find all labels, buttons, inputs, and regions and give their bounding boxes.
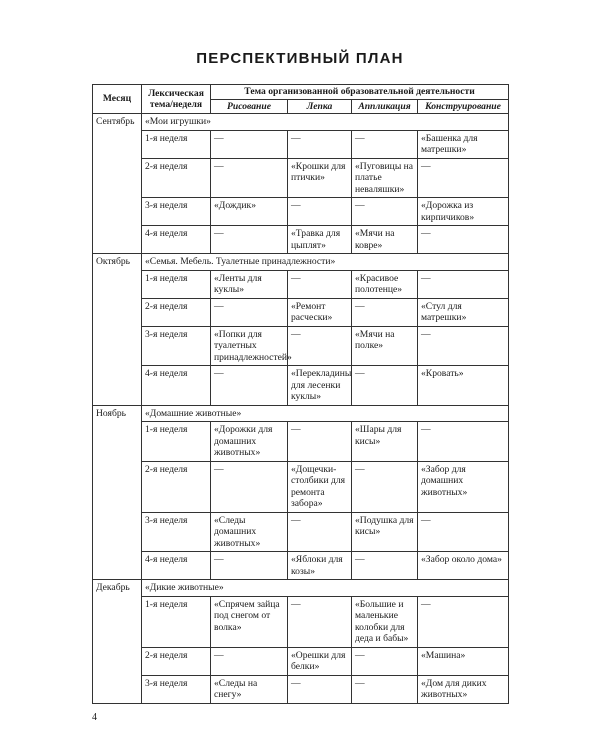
modeling-cell: — — [288, 512, 352, 552]
month-theme-row — [93, 580, 509, 597]
applique-cell: «Мячи на ковре» — [352, 226, 418, 254]
modeling-cell: «Травка для цыплят» — [288, 226, 352, 254]
drawing-cell: — — [211, 226, 288, 254]
table-row — [93, 158, 509, 198]
applique-cell: — — [352, 552, 418, 580]
week-cell: 2-я неделя — [142, 298, 211, 326]
construction-cell: «Стул для матрешки» — [418, 298, 509, 326]
applique-cell: «Большие и маленькие колобки для деда и бабы» — [352, 596, 418, 647]
month-cell: Декабрь — [93, 580, 142, 704]
week-cell: 2-я неделя — [142, 158, 211, 198]
modeling-cell: «Дощечки-столбики для ремонта забора» — [288, 461, 352, 512]
plan-table-body — [93, 114, 509, 704]
week-cell: 4-я неделя — [142, 366, 211, 406]
week-cell: 1-я неделя — [142, 422, 211, 462]
applique-cell: — — [352, 298, 418, 326]
construction-cell: «Забор для домашних животных» — [418, 461, 509, 512]
modeling-cell: — — [288, 198, 352, 226]
table-row — [93, 198, 509, 226]
applique-cell: — — [352, 647, 418, 675]
applique-cell: — — [352, 366, 418, 406]
header-construction: Конструирование — [418, 99, 509, 114]
table-row — [93, 326, 509, 366]
modeling-cell: — — [288, 596, 352, 647]
week-cell: 1-я неделя — [142, 270, 211, 298]
week-cell: 1-я неделя — [142, 130, 211, 158]
header-lexical-theme: Лексическая тема/неделя — [142, 85, 211, 114]
modeling-cell: — — [288, 326, 352, 366]
table-row — [93, 675, 509, 703]
construction-cell: — — [418, 158, 509, 198]
drawing-cell: — — [211, 461, 288, 512]
modeling-cell: «Яблоки для козы» — [288, 552, 352, 580]
month-theme-row — [93, 114, 509, 131]
construction-cell: «Дорожка из кирпичиков» — [418, 198, 509, 226]
month-theme-row — [93, 405, 509, 422]
header-month: Месяц — [93, 85, 142, 114]
perspective-plan-table — [92, 84, 509, 704]
lexical-theme-cell: «Дикие животные» — [142, 580, 509, 597]
modeling-cell: «Ремонт расчески» — [288, 298, 352, 326]
construction-cell: «Машина» — [418, 647, 509, 675]
applique-cell: — — [352, 130, 418, 158]
table-row — [93, 366, 509, 406]
construction-cell: — — [418, 226, 509, 254]
drawing-cell: — — [211, 552, 288, 580]
construction-cell: — — [418, 422, 509, 462]
table-row — [93, 552, 509, 580]
drawing-cell: «Следы на снегу» — [211, 675, 288, 703]
week-cell: 3-я неделя — [142, 512, 211, 552]
drawing-cell: «Ленты для куклы» — [211, 270, 288, 298]
table-row — [93, 461, 509, 512]
construction-cell: — — [418, 596, 509, 647]
modeling-cell: — — [288, 675, 352, 703]
week-cell: 3-я неделя — [142, 198, 211, 226]
header-drawing: Рисование — [211, 99, 288, 114]
table-row — [93, 226, 509, 254]
drawing-cell: — — [211, 647, 288, 675]
construction-cell: — — [418, 270, 509, 298]
table-row — [93, 298, 509, 326]
construction-cell: — — [418, 326, 509, 366]
header-activity-group: Тема организованной образовательной деятельности — [211, 85, 509, 100]
header-applique: Аппликация — [352, 99, 418, 114]
construction-cell: «Дом для диких животных» — [418, 675, 509, 703]
modeling-cell: «Крошки для птички» — [288, 158, 352, 198]
applique-cell: — — [352, 461, 418, 512]
construction-cell: «Забор около дома» — [418, 552, 509, 580]
month-cell: Ноябрь — [93, 405, 142, 580]
modeling-cell: «Перекладины для лесенки куклы» — [288, 366, 352, 406]
table-row — [93, 270, 509, 298]
applique-cell: «Пуговицы на платье неваляшки» — [352, 158, 418, 198]
week-cell: 2-я неделя — [142, 647, 211, 675]
lexical-theme-cell: «Домашние животные» — [142, 405, 509, 422]
month-cell: Октябрь — [93, 254, 142, 406]
table-row — [93, 596, 509, 647]
table-row — [93, 512, 509, 552]
week-cell: 2-я неделя — [142, 461, 211, 512]
drawing-cell: — — [211, 366, 288, 406]
construction-cell: «Кровать» — [418, 366, 509, 406]
drawing-cell: — — [211, 158, 288, 198]
drawing-cell: «Дорожки для домашних животных» — [211, 422, 288, 462]
week-cell: 3-я неделя — [142, 675, 211, 703]
applique-cell: — — [352, 198, 418, 226]
drawing-cell: «Следы домашних животных» — [211, 512, 288, 552]
modeling-cell: «Орешки для белки» — [288, 647, 352, 675]
lexical-theme-cell: «Семья. Мебель. Туалетные принадлежности» — [142, 254, 509, 271]
header-modeling: Лепка — [288, 99, 352, 114]
applique-cell: — — [352, 675, 418, 703]
page-number: 4 — [92, 712, 97, 723]
construction-cell: — — [418, 512, 509, 552]
week-cell: 3-я неделя — [142, 326, 211, 366]
applique-cell: «Мячи на полке» — [352, 326, 418, 366]
week-cell: 1-я неделя — [142, 596, 211, 647]
month-cell: Сентябрь — [93, 114, 142, 254]
table-row — [93, 422, 509, 462]
week-cell: 4-я неделя — [142, 226, 211, 254]
drawing-cell: — — [211, 130, 288, 158]
construction-cell: «Башенка для матрешки» — [418, 130, 509, 158]
month-theme-row — [93, 254, 509, 271]
drawing-cell: «Дождик» — [211, 198, 288, 226]
applique-cell: «Красивое полотенце» — [352, 270, 418, 298]
modeling-cell: — — [288, 270, 352, 298]
drawing-cell: «Спрячем зайца под снегом от волка» — [211, 596, 288, 647]
table-row — [93, 647, 509, 675]
drawing-cell: «Попки для туалетных принадлежностей» — [211, 326, 288, 366]
modeling-cell: — — [288, 422, 352, 462]
page-title: ПЕРСПЕКТИВНЫЙ ПЛАН — [196, 50, 404, 67]
table-row — [93, 130, 509, 158]
modeling-cell: — — [288, 130, 352, 158]
applique-cell: «Шары для кисы» — [352, 422, 418, 462]
drawing-cell: — — [211, 298, 288, 326]
lexical-theme-cell: «Мои игрушки» — [142, 114, 509, 131]
week-cell: 4-я неделя — [142, 552, 211, 580]
applique-cell: «Подушка для кисы» — [352, 512, 418, 552]
